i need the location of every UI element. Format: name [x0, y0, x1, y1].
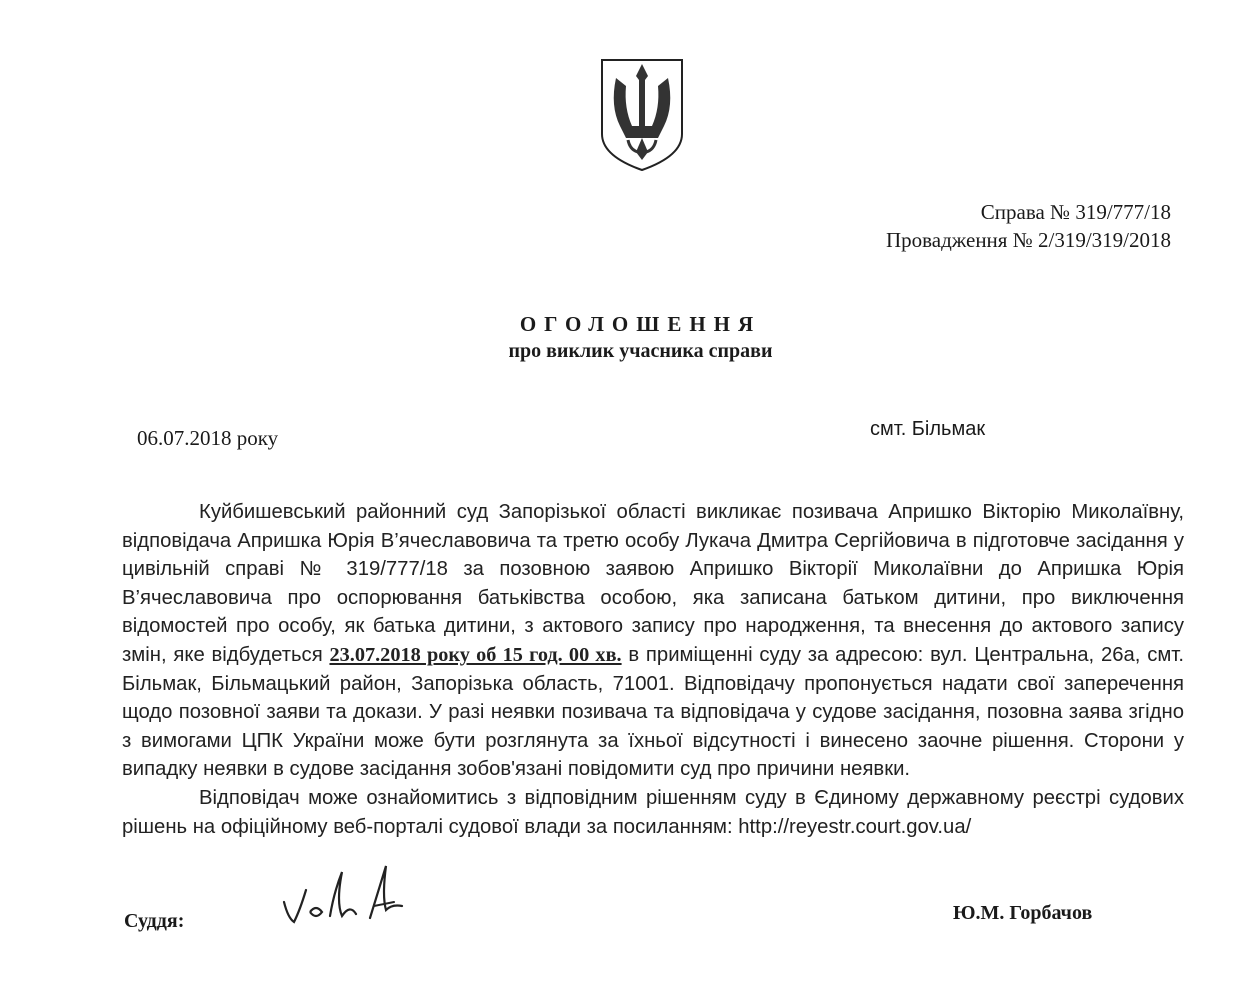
paragraph-registry: Відповідач може ознайомитись з відповідним рішенням суду в Єдиному державному реєстрі судових рішень на офіційному веб-порталі судової влади за посиланням: http://reyestr.court.gov.ua/ [122, 786, 1184, 838]
summons-text-part2: в приміщенні суду за адресою: вул. Центральна, 26а, смт. Більмак, Більмацький район, Запорізька область, 71001. Відповідачу пропонується надати свої заперечення щодо позовної заяви та докази. У разі неявки позивача та відповідача у судове засідання, позовна заява згідно з вимогами ЦПК України може бути розглянута за їхньої відсутності і винесено заочне рішення. Сторони у випадку неявки в судове засідання зобов'язані повідомити суд про причини неявки. [122, 643, 1184, 781]
case-number: Справа № 319/777/18 [980, 200, 1171, 224]
document-subheading: про виклик учасника справи [508, 340, 773, 362]
judge-signature [270, 852, 420, 932]
document-place: смт. Більмак [870, 418, 986, 440]
proceeding-number: Провадження № 2/319/319/2018 [885, 228, 1171, 252]
document-heading: ОГОЛОШЕННЯ [519, 312, 762, 336]
judge-label: Суддя: [124, 910, 185, 932]
summons-text-part1: Куйбишевський районний суд Запорізької області викликає позивача Апришко Вікторію Миколаївну, відповідача Апришка Юрія В’ячеславовича та третю особу Лукача Дмитра Сергійовича в підготовче засідання у цивільній справі № 319/777/18 за позовною заявою Апришко Вікторії Миколаївни до Апришка Юрія В’ячеславовича про оспорювання батьківства особою, яка записана батьком дитини, про виключення відомостей про особу, як батька дитини, з актового запису про народження, та внесення до актового запису змін, яке відбудеться [122, 501, 1184, 666]
judge-name: Ю.М. Горбачов [953, 902, 1093, 924]
announcement-body [122, 498, 1184, 841]
paragraph-summons [122, 498, 1184, 784]
hearing-datetime: 23.07.2018 року об 15 год. 00 хв. [329, 643, 622, 666]
document-date: 06.07.2018 року [137, 426, 279, 450]
trident-coat-of-arms-icon [598, 56, 686, 174]
